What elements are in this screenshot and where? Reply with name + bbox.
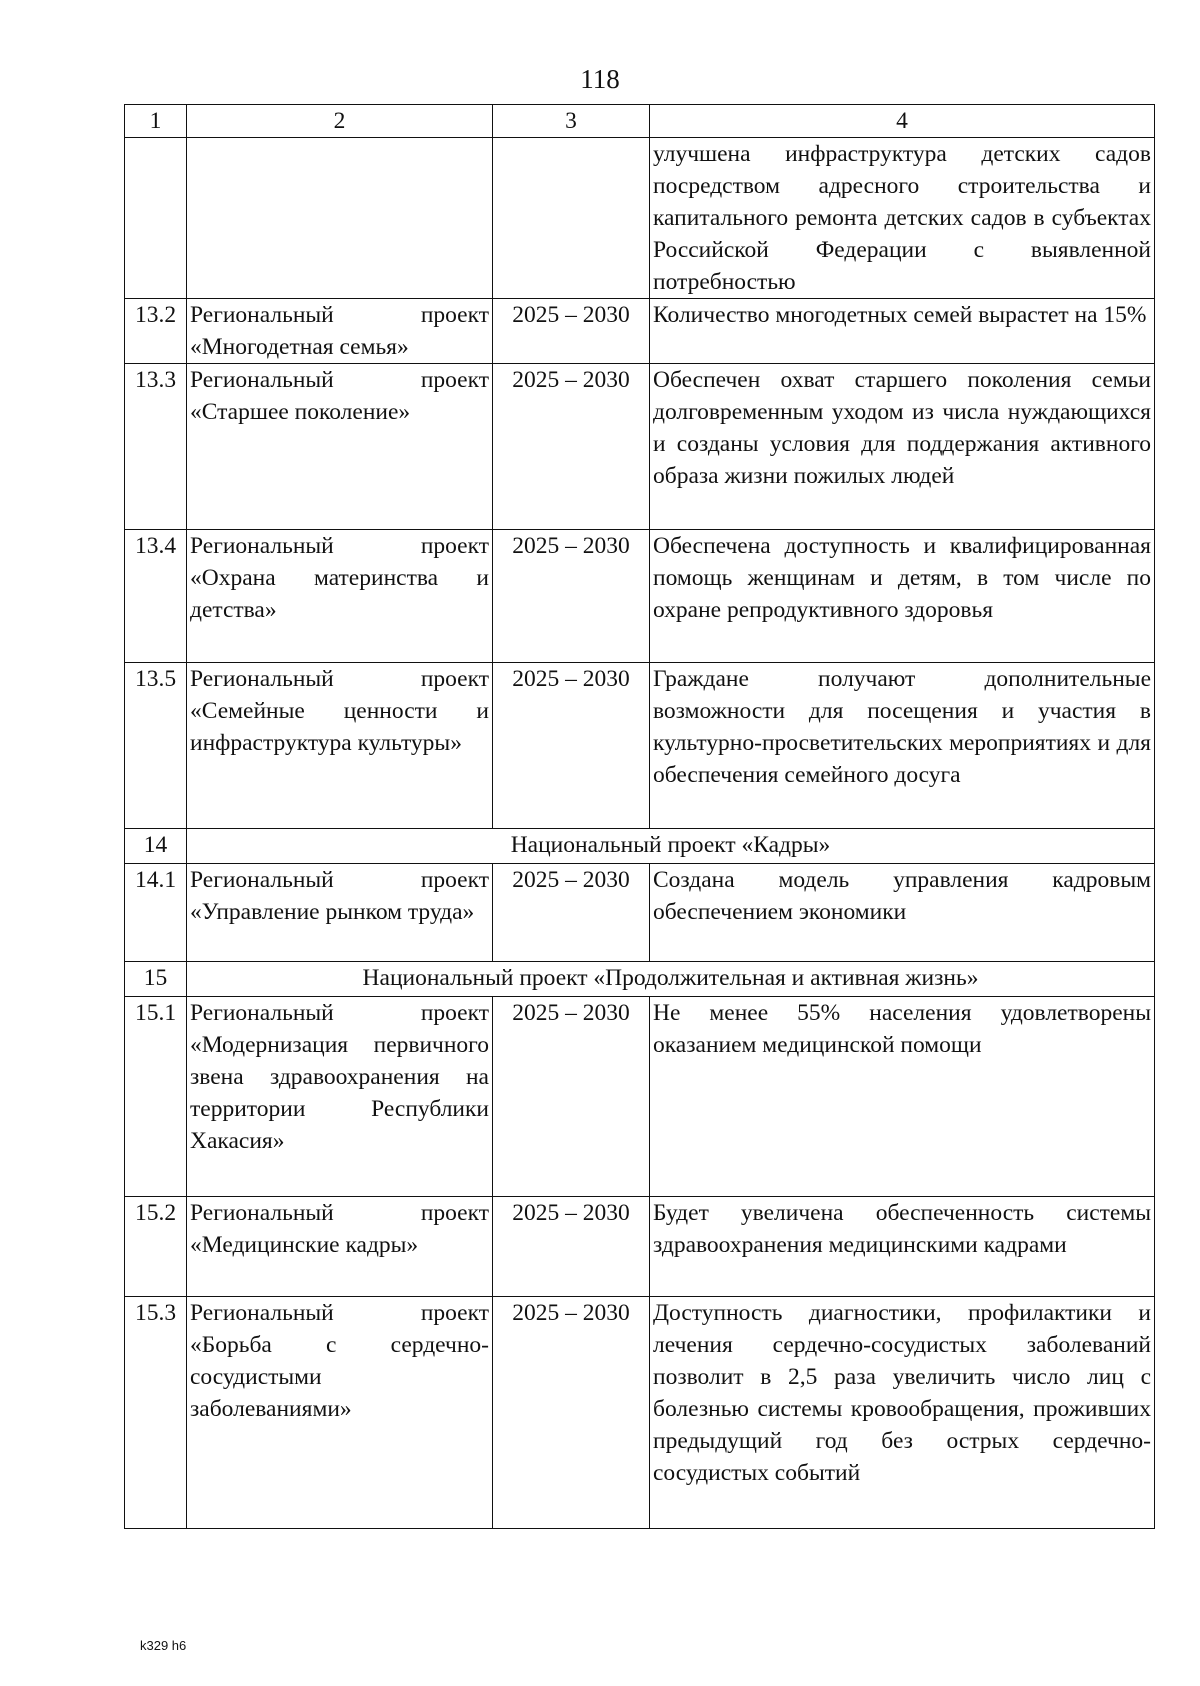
column-header-3: 3 xyxy=(493,105,650,138)
project-period: 2025 – 2030 xyxy=(493,997,650,1197)
project-name: Региональный проект «Борьба с сердечно-сосудистыми заболеваниями» xyxy=(187,1297,493,1529)
project-result: Не менее 55% населения удовлетворены оказанием медицинской помощи xyxy=(650,997,1155,1197)
project-result: Создана модель управления кадровым обеспечением экономики xyxy=(650,864,1155,962)
table-row xyxy=(125,997,1155,1197)
project-name: Региональный проект «Семейные ценности и инфраструктура культуры» xyxy=(187,663,493,829)
project-name: Региональный проект «Управление рынком труда» xyxy=(187,864,493,962)
empty-cell xyxy=(493,138,650,299)
table-row xyxy=(125,864,1155,962)
project-period: 2025 – 2030 xyxy=(493,299,650,364)
project-period: 2025 – 2030 xyxy=(493,364,650,530)
column-header-2: 2 xyxy=(187,105,493,138)
column-header-4: 4 xyxy=(650,105,1155,138)
project-result: Обеспечена доступность и квалифицированная помощь женщинам и детям, в том числе по охране репродуктивного здоровья xyxy=(650,530,1155,663)
section-row xyxy=(125,962,1155,997)
section-title: Национальный проект «Продолжительная и активная жизнь» xyxy=(187,962,1155,997)
project-name: Региональный проект «Старшее поколение» xyxy=(187,364,493,530)
empty-cell xyxy=(125,138,187,299)
table-header-row xyxy=(125,105,1155,138)
table-row xyxy=(125,1197,1155,1297)
row-number: 13.4 xyxy=(125,530,187,663)
project-result: Количество многодетных семей вырастет на 15% xyxy=(650,299,1155,364)
project-result: Граждане получают дополнительные возможности для посещения и участия в культурно-просветительских мероприятиях и для обеспечения семейного досуга xyxy=(650,663,1155,829)
column-header-1: 1 xyxy=(125,105,187,138)
project-period: 2025 – 2030 xyxy=(493,663,650,829)
project-result: Доступность диагностики, профилактики и лечения сердечно-сосудистых заболеваний позволит в 2,5 раза увеличить число лиц с болезнью системы кровообращения, проживших предыдущий год без острых сердечно-сосудистых событий xyxy=(650,1297,1155,1529)
page-number: 118 xyxy=(580,64,620,94)
row-number: 14.1 xyxy=(125,864,187,962)
row-number: 13.5 xyxy=(125,663,187,829)
table-row xyxy=(125,663,1155,829)
document-code: k329 h6 xyxy=(140,1638,187,1653)
table-row xyxy=(125,364,1155,530)
project-name: Региональный проект «Многодетная семья» xyxy=(187,299,493,364)
project-period: 2025 – 2030 xyxy=(493,1197,650,1297)
section-row xyxy=(125,829,1155,864)
project-period: 2025 – 2030 xyxy=(493,864,650,962)
row-number: 15.3 xyxy=(125,1297,187,1529)
table-row xyxy=(125,530,1155,663)
table-row xyxy=(125,299,1155,364)
table-row xyxy=(125,1297,1155,1529)
section-title: Национальный проект «Кадры» xyxy=(187,829,1155,864)
project-result: Будет увеличена обеспеченность системы здравоохранения медицинскими кадрами xyxy=(650,1197,1155,1297)
project-period: 2025 – 2030 xyxy=(493,530,650,663)
project-name: Региональный проект «Медицинские кадры» xyxy=(187,1197,493,1297)
row-number: 13.3 xyxy=(125,364,187,530)
row-number: 15.2 xyxy=(125,1197,187,1297)
continuation-result: улучшена инфраструктура детских садов посредством адресного строительства и капитального ремонта детских садов в субъектах Российской Федерации с выявленной потребностью xyxy=(650,138,1155,299)
project-period: 2025 – 2030 xyxy=(493,1297,650,1529)
continuation-row xyxy=(125,138,1155,299)
project-result: Обеспечен охват старшего поколения семьи долговременным уходом из числа нуждающихся и созданы условия для поддержания активного образа жизни пожилых людей xyxy=(650,364,1155,530)
project-name: Региональный проект «Охрана материнства и детства» xyxy=(187,530,493,663)
row-number: 13.2 xyxy=(125,299,187,364)
empty-cell xyxy=(187,138,493,299)
project-name: Региональный проект «Модернизация первичного звена здравоохранения на территории Республики Хакасия» xyxy=(187,997,493,1197)
section-number: 15 xyxy=(125,962,187,997)
section-number: 14 xyxy=(125,829,187,864)
row-number: 15.1 xyxy=(125,997,187,1197)
projects-table xyxy=(124,104,1155,1529)
